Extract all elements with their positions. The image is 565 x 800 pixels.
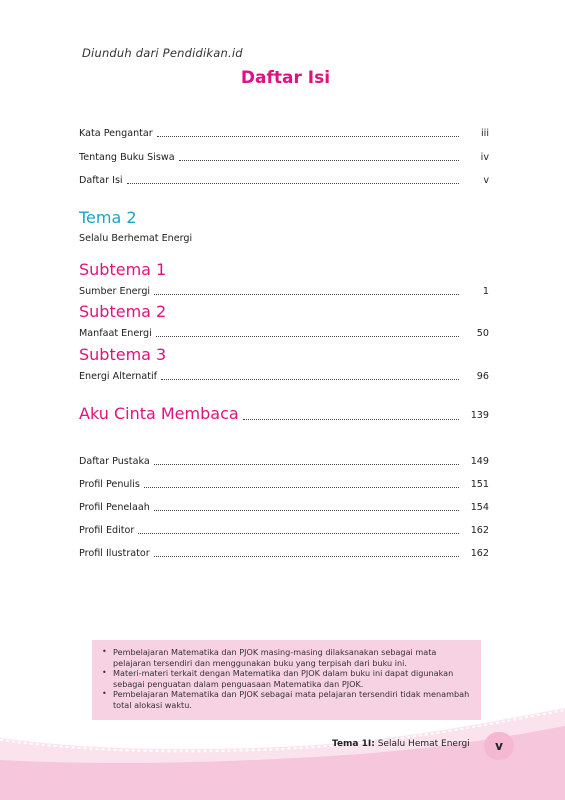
tema-subtitle: Selalu Berhemat Energi bbox=[79, 233, 193, 244]
toc-entry[interactable] bbox=[79, 451, 489, 467]
toc-entry[interactable] bbox=[79, 520, 489, 536]
page-number-badge: v bbox=[484, 732, 514, 760]
leader-dots bbox=[127, 182, 459, 184]
toc-entry[interactable] bbox=[79, 147, 489, 163]
watermark: Diunduh dari Pendidikan.id bbox=[82, 46, 243, 60]
toc-entry[interactable] bbox=[79, 323, 489, 339]
tema-heading: Tema 2 bbox=[79, 208, 137, 227]
toc-entry-label: Kata Pengantar bbox=[79, 128, 153, 139]
toc-entry-label: Profil Penulis bbox=[79, 479, 140, 490]
toc-entry-label: Tentang Buku Siswa bbox=[79, 152, 175, 163]
toc-entry-page: 96 bbox=[476, 371, 489, 382]
toc-entry-page: 154 bbox=[470, 502, 489, 513]
toc-entry-page: 50 bbox=[476, 328, 489, 339]
footer-wave-decoration bbox=[0, 700, 565, 800]
leader-dots bbox=[154, 509, 459, 511]
leader-dots bbox=[157, 135, 459, 137]
leader-dots bbox=[154, 463, 459, 465]
toc-entry-label: Daftar Pustaka bbox=[79, 456, 150, 467]
subtema-heading: Subtema 2 bbox=[79, 302, 167, 321]
toc-entry[interactable] bbox=[79, 123, 489, 139]
leader-dots bbox=[179, 159, 459, 161]
leader-dots bbox=[144, 486, 459, 488]
subtema-heading: Subtema 1 bbox=[79, 260, 167, 279]
leader-dots bbox=[243, 418, 459, 420]
toc-entry[interactable] bbox=[79, 281, 489, 297]
leader-dots bbox=[161, 378, 459, 380]
footer-tema-title: Selalu Hemat Energi bbox=[377, 739, 470, 749]
toc-entry-page: 162 bbox=[470, 525, 489, 536]
toc-entry-page: iii bbox=[481, 128, 489, 139]
toc-entry[interactable] bbox=[79, 497, 489, 513]
toc-entry-page: 1 bbox=[482, 286, 489, 297]
toc-entry-page: 162 bbox=[470, 548, 489, 559]
leader-dots bbox=[154, 555, 459, 557]
subtema-heading: Subtema 3 bbox=[79, 345, 167, 364]
toc-entry-page: iv bbox=[480, 152, 489, 163]
running-footer bbox=[332, 739, 470, 749]
footer-tema-label: Tema 1I: bbox=[332, 739, 375, 749]
toc-entry-aku-cinta-membaca[interactable] bbox=[79, 401, 489, 423]
toc-entry-page: 151 bbox=[470, 479, 489, 490]
toc-entry-page: 139 bbox=[470, 410, 489, 421]
page-title: Daftar Isi bbox=[240, 68, 331, 88]
note-item: • Pembelajaran Matematika dan PJOK sebagai mata pelajaran tersendiri tidak menambah total alokasi waktu. bbox=[102, 689, 473, 710]
toc-entry[interactable] bbox=[79, 474, 489, 490]
note-item: • Pembelajaran Matematika dan PJOK masing-masing dilaksanakan sebagai mata pelajaran tersendiri dan menggunakan buku yang terpisah dari buku ini. bbox=[102, 647, 473, 668]
toc-entry-label: Profil Editor bbox=[79, 525, 135, 536]
toc-entry-label: Manfaat Energi bbox=[79, 328, 152, 339]
leader-dots bbox=[154, 293, 459, 295]
toc-entry-label: Daftar Isi bbox=[79, 175, 123, 186]
toc-entry-page: 149 bbox=[470, 456, 489, 467]
toc-entry-label: Sumber Energi bbox=[79, 286, 151, 297]
toc-entry-page: v bbox=[483, 175, 489, 186]
toc-entry-label: Profil Ilustrator bbox=[79, 548, 150, 559]
toc-entry-label: Profil Penelaah bbox=[79, 502, 150, 513]
leader-dots bbox=[138, 532, 459, 534]
note-item: • Materi-materi terkait dengan Matematika dan PJOK dalam buku ini dapat digunakan sebagai penguatan dalam penguasaan Matematika dan PJOK. bbox=[102, 668, 473, 689]
toc-entry-label: Energi Alternatif bbox=[79, 371, 158, 382]
toc-entry[interactable] bbox=[79, 366, 489, 382]
toc-entry[interactable] bbox=[79, 170, 489, 186]
toc-entry[interactable] bbox=[79, 543, 489, 559]
toc-entry-label: Aku Cinta Membaca bbox=[79, 404, 239, 423]
leader-dots bbox=[156, 335, 459, 337]
